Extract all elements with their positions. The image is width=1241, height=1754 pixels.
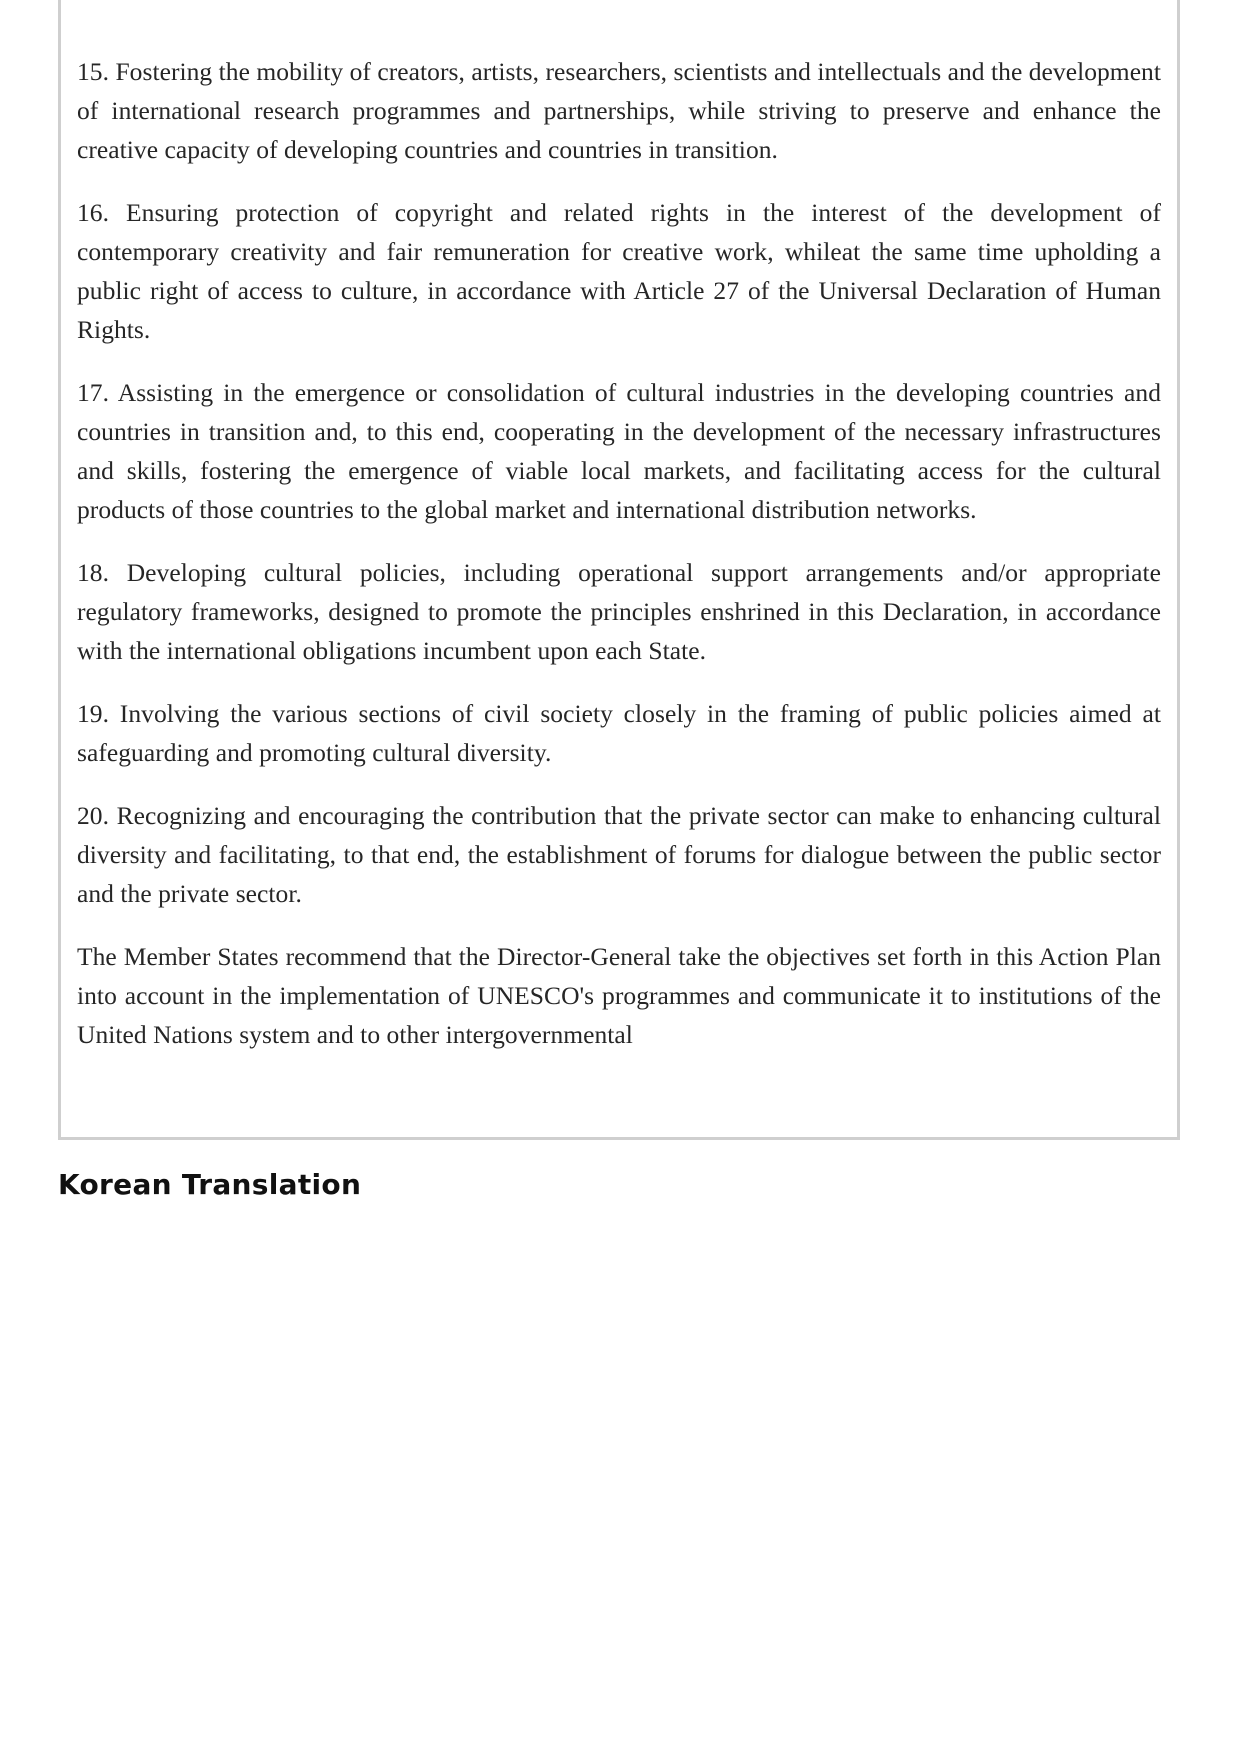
- paragraph-20: 20. Recognizing and encouraging the contribution that the private sector can make to enhancing cultural diversity and facilitating, to that end, the establishment of forums for dialogue between the public sector and the private sector.: [77, 801, 1161, 908]
- source-text-scroll-box[interactable]: [58, 0, 1180, 1140]
- source-text-content: [77, 52, 1161, 1078]
- paragraph-19: 19. Involving the various sections of civil society closely in the framing of public policies aimed at safeguarding and promoting cultural diversity.: [77, 699, 1161, 767]
- paragraph-16: 16. Ensuring protection of copyright and related rights in the interest of the development of contemporary creativity and fair remuneration for creative work, whileat the same time upholding a public right of access to culture, in accordance with Article 27 of the Universal Declaration of Human Rights.: [77, 198, 1161, 344]
- paragraph-18: 18. Developing cultural policies, including operational support arrangements and/or appropriate regulatory frameworks, designed to promote the principles enshrined in this Declaration, in accordance with the international obligations incumbent upon each State.: [77, 558, 1161, 665]
- paragraph-15: 15. Fostering the mobility of creators, artists, researchers, scientists and intellectuals and the development of international research programmes and partnerships, while striving to preserve and enhance the creative capacity of developing countries and countries in transition.: [77, 57, 1161, 164]
- paragraph-17: 17. Assisting in the emergence or consolidation of cultural industries in the developing countries and countries in transition and, to this end, cooperating in the development of the necessary infrastructures and skills, fostering the emergence of viable local markets, and facilitating access for the cultural products of those countries to the global market and international distribution networks.: [77, 378, 1161, 524]
- paragraph-closing: The Member States recommend that the Director-General take the objectives set forth in this Action Plan into account in the implementation of UNESCO's programmes and communicate it to institutions of the United Nations system and to other intergovernmental: [77, 942, 1161, 1049]
- korean-translation-heading: Korean Translation: [58, 1168, 362, 1201]
